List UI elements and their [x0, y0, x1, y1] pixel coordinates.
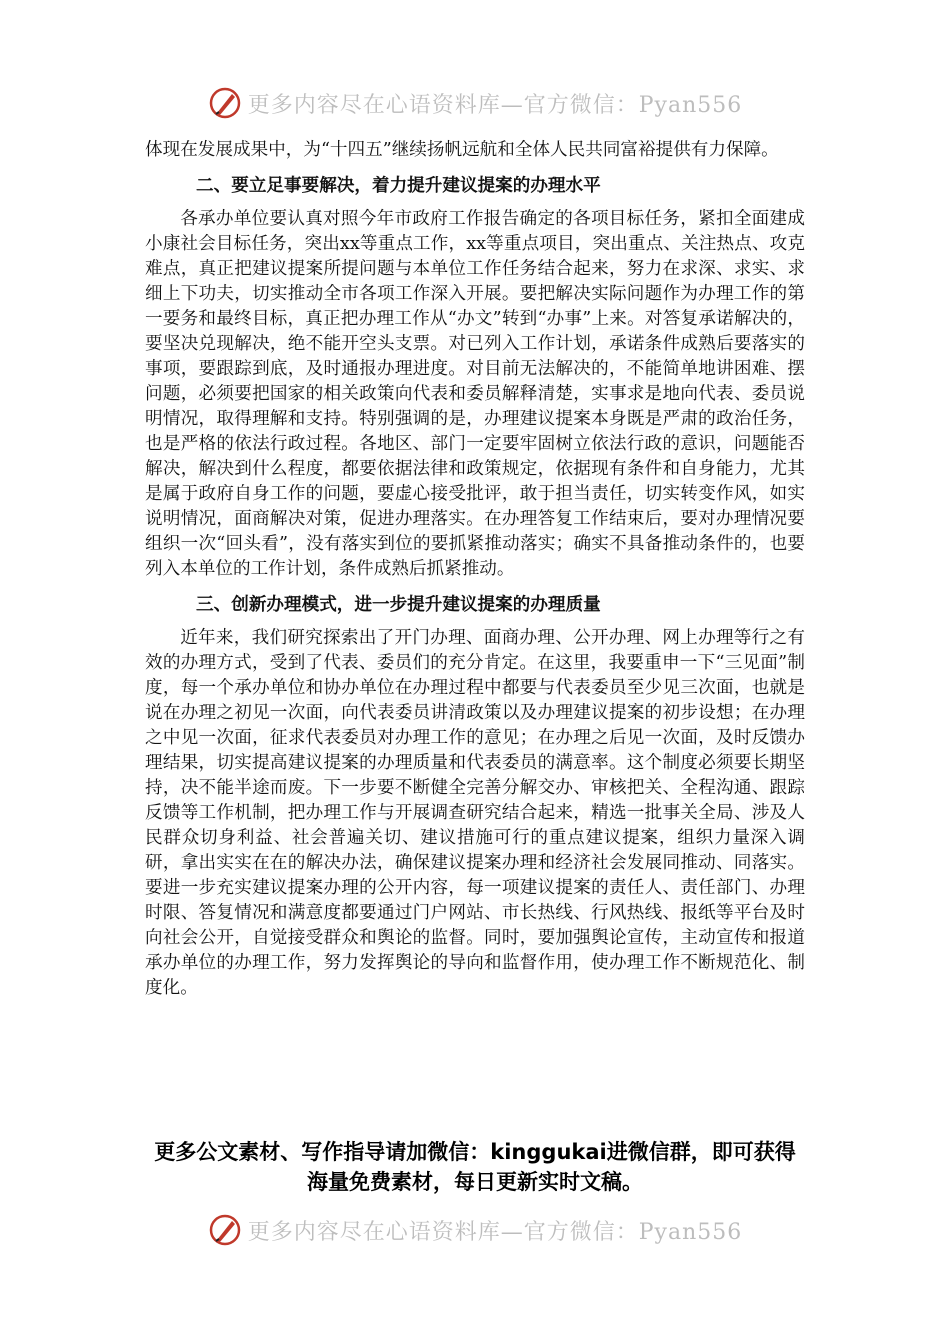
footer-promo-note: 更多公文素材、写作指导请加微信：kinggukai进微信群，即可获得海量免费素材，每日更新实时文稿。: [154, 1140, 796, 1194]
section-heading-3: 三、创新办理模式，进一步提升建议提案的办理质量: [196, 595, 601, 615]
watermark-text: 更多内容尽在心语资料库—官方微信：Pyan556: [247, 92, 743, 118]
section-2-paragraph: 各承办单位要认真对照今年市政府工作报告确定的各项目标任务，紧扣全面建成小康社会目标任务，突出xx等重点工作，xx等重点项目，突出重点、关注热点、攻克难点，真正把建议提案所提问题与本单位工作任务结合起来，努力在求深、求实、求细上下功夫，切实推动全市各项工作深入开展。要把解决实际问题作为办理工作的第一要务和最终目标，真正把办理工作从“办文”转到“办事”上来。对答复承诺解决的，要坚决兑现解决，绝不能开空头支票。对已列入工作计划，承诺条件成熟后要落实的事项，要跟踪到底，及时通报办理进度。对目前无法解决的，不能简单地讲困难、摆问题，必须要把国家的相关政策向代表和委员解释清楚，实事求是地向代表、委员说明情况，取得理解和支持。特别强调的是，办理建议提案本身既是严肃的政治任务，也是严格的依法行政过程。各地区、部门一定要牢固树立依法行政的意识，问题能否解决，解决到什么程度，都要依据法律和政策规定，依据现有条件和自身能力，尤其是属于政府自身工作的问题，要虚心接受批评，敢于担当责任，切实转变作风，如实说明情况，面商解决对策，促进办理落实。在办理答复工作结束后，要对办理情况要组织一次“回头看”，没有落实到位的要抓紧推动落实；确实不具备推动条件的，也要列入本单位的工作计划，条件成熟后抓紧推动。: [145, 209, 805, 579]
document-body: [145, 138, 805, 1001]
section-heading-2: 二、要立足事要解决，着力提升建议提案的办理水平: [196, 176, 601, 196]
intro-paragraph: 体现在发展成果中，为“十四五”继续扬帆远航和全体人民共同富裕提供有力保障。: [145, 140, 779, 160]
section-3-paragraph: 近年来，我们研究探索出了开门办理、面商办理、公开办理、网上办理等行之有效的办理方式，受到了代表、委员们的充分肯定。在这里，我要重申一下“三见面”制度，每一个承办单位和协办单位在办理过程中都要与代表委员至少见三次面，也就是说在办理之初见一次面，向代表委员讲清政策以及办理建议提案的初步设想；在办理之中见一次面，征求代表委员对办理工作的意见；在办理之后见一次面，及时反馈办理结果，切实提高建议提案的办理质量和代表委员的满意率。这个制度必须要长期坚持，决不能半途而废。下一步要不断健全完善分解交办、审核把关、全程沟通、跟踪反馈等工作机制，把办理工作与开展调查研究结合起来，精选一批事关全局、涉及人民群众切身利益、社会普遍关切、建议措施可行的重点建议提案，组织力量深入调研，拿出实实在在的解决办法，确保建议提案办理和经济社会发展同推动、同落实。要进一步充实建议提案办理的公开内容，每一项建议提案的责任人、责任部门、办理时限、答复情况和满意度都要通过门户网站、市长热线、行风热线、报纸等平台及时向社会公开，自觉接受群众和舆论的监督。同时，要加强舆论宣传，主动宣传和报道承办单位的办理工作，努力发挥舆论的导向和监督作用，使办理工作不断规范化、制度化。: [145, 628, 805, 998]
watermark-footer: [0, 1213, 950, 1247]
quill-logo-icon: [208, 1213, 242, 1247]
watermark-header: [0, 86, 950, 120]
quill-logo-icon: [208, 86, 242, 120]
watermark-text: 更多内容尽在心语资料库—官方微信：Pyan556: [247, 1219, 743, 1245]
